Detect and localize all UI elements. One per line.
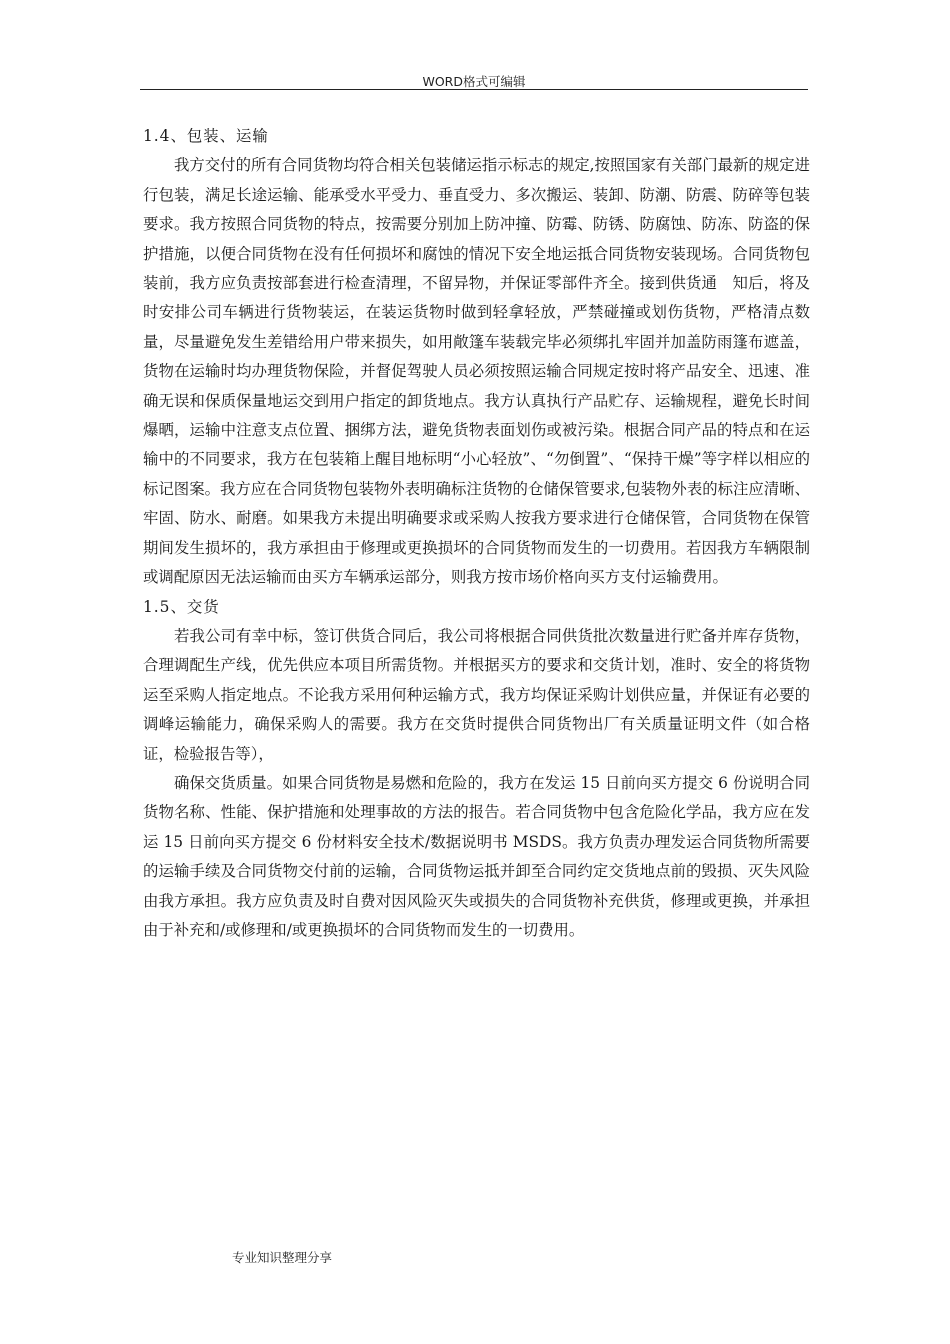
paragraph-delivery-1: 若我公司有幸中标，签订供货合同后，我公司将根据合同供货批次数量进行贮备并库存货物，合理调配生产线，优先供应本项目所需货物。并根据买方的要求和交货计划，准时、安全的将货物运至采购人指定地点。不论我方采用何种运输方式，我方均保证采购计划供应量，并保证有必要的调峰运输能力，确保采购人的需要。我方在交货时提供合同货物出厂有关质量证明文件（如合格证，检验报告等）， [143, 626, 810, 763]
section-heading-delivery: 1.5、交货 [143, 597, 220, 616]
document-body [143, 122, 810, 945]
header-divider [140, 89, 808, 90]
page-footer-text: 专业知识整理分享 [232, 1250, 333, 1265]
page-header-title: WORD格式可编辑 [422, 74, 526, 89]
section-heading-packaging: 1.4、包装、运输 [143, 127, 269, 145]
paragraph-delivery-2: 确保交货质量。如果合同货物是易燃和危险的，我方在发运 15 日前向买方提交 6 份说明合同货物名称、性能、保护措施和处理事故的方法的报告。若合同货物中包含危险化学品，我方应在发运 15 日前向买方提交 6 份材料安全技术/数据说明书 MSDS。我方负责办理发运合同货物所需要的运输手续及合同货物交付前的运输，合同货物运抵并卸至合同约定交货地点前的毁损、灭失风险由我方承担。我方应负责及时自费对因风险灭失或损失的合同货物补充供货，修理或更换，并承担由于补充和/或修理和/或更换损坏的合同货物而发生的一切费用。 [143, 773, 810, 939]
paragraph-packaging: 我方交付的所有合同货物均符合相关包装储运指示标志的规定,按照国家有关部门最新的规定进行包装，满足长途运输、能承受水平受力、垂直受力、多次搬运、装卸、防潮、防震、防碎等包装要求。我方按照合同货物的特点，按需要分别加上防冲撞、防霉、防锈、防腐蚀、防冻、防盗的保护措施，以便合同货物在没有任何损坏和腐蚀的情况下安全地运抵合同货物安装现场。合同货物包装前，我方应负责按部套进行检查清理，不留异物，并保证零部件齐全。接到供货通 知后，将及时安排公司车辆进行货物装运，在装运货物时做到轻拿轻放，严禁碰撞或划伤货物，严格清点数量，尽量避免发生差错给用户带来损失，如用敞篷车装载完毕必须绑扎牢固并加盖防雨篷布遮盖，货物在运输时均办理货物保险，并督促驾驶人员必须按照运输合同规定按时将产品安全、迅速、准确无误和保质保量地运交到用户指定的卸货地点。我方认真执行产品贮存、运输规程，避免长时间爆晒，运输中注意支点位置、捆绑方法，避免货物表面划伤或被污染。根据合同产品的特点和在运输中的不同要求，我方在包装箱上醒目地标明“小心轻放”、“勿倒置”、“保持干燥”等字样以相应的标记图案。我方应在合同货物包装物外表明确标注货物的仓储保管要求,包装物外表的标注应清晰、牢固、防水、耐磨。如果我方未提出明确要求或采购人按我方要求进行仓储保管，合同货物在保管期间发生损坏的，我方承担由于修理或更换损坏的合同货物而发生的一切费用。若因我方车辆限制或调配原因无法运输而由买方车辆承运部分，则我方按市场价格向买方支付运输费用。 [143, 156, 810, 587]
